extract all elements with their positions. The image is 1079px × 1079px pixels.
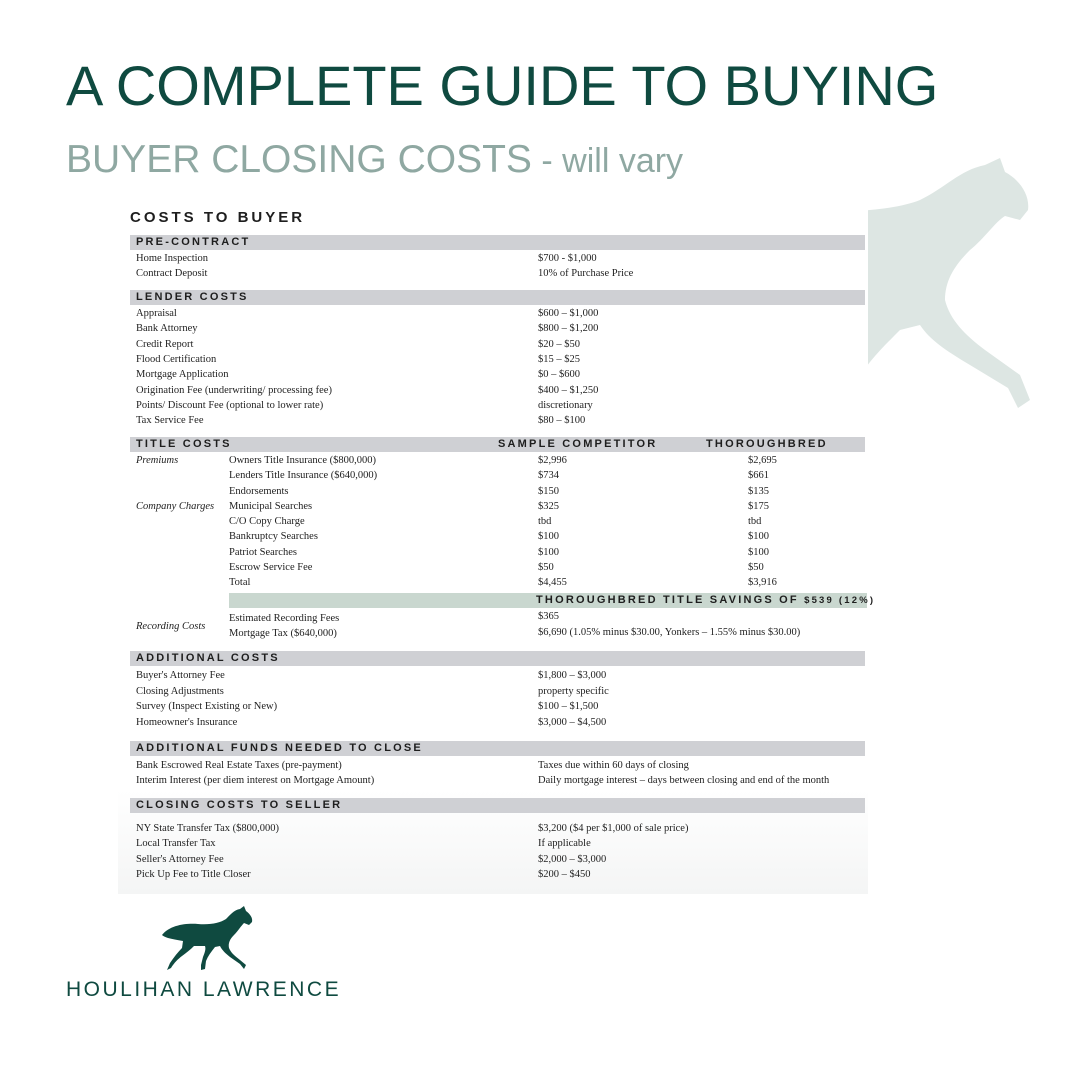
row-value: $800 – $1,200 bbox=[538, 323, 599, 334]
recording-row-value: $6,690 (1.05% minus $30.00, Yonkers – 1.55% minus $30.00) bbox=[538, 627, 801, 638]
title-row-thoroughbred: $100 bbox=[748, 531, 769, 542]
row-label: Bank Attorney bbox=[136, 323, 198, 334]
title-row-competitor: $150 bbox=[538, 486, 559, 497]
row-label: Home Inspection bbox=[136, 253, 209, 264]
row-label: Closing Adjustments bbox=[136, 686, 224, 697]
recording-row-value: $365 bbox=[538, 611, 559, 622]
row-value: $200 – $450 bbox=[538, 869, 591, 880]
title-row-label: Endorsements bbox=[229, 486, 289, 497]
row-value: $700 - $1,000 bbox=[538, 253, 597, 264]
title-row-competitor: $100 bbox=[538, 547, 559, 558]
row-value: property specific bbox=[538, 686, 609, 697]
row-value: $15 – $25 bbox=[538, 354, 580, 365]
column-header-competitor: SAMPLE COMPETITOR bbox=[498, 438, 658, 450]
row-value: $100 – $1,500 bbox=[538, 701, 599, 712]
group-label-company: Company Charges bbox=[136, 501, 215, 512]
title-row-thoroughbred: $100 bbox=[748, 547, 769, 558]
row-value: $20 – $50 bbox=[538, 339, 580, 350]
section-heading-funds: ADDITIONAL FUNDS NEEDED TO CLOSE bbox=[136, 742, 423, 754]
recording-row-label: Estimated Recording Fees bbox=[229, 613, 340, 624]
title-row-competitor: $325 bbox=[538, 501, 559, 512]
subtitle-tail: - will vary bbox=[531, 142, 684, 180]
row-label: NY State Transfer Tax ($800,000) bbox=[136, 823, 280, 834]
doc-title: COSTS TO BUYER bbox=[130, 209, 306, 226]
row-label: Points/ Discount Fee (optional to lower rate) bbox=[136, 400, 324, 411]
title-row-competitor: $2,996 bbox=[538, 455, 567, 466]
title-row-competitor: $4,455 bbox=[538, 577, 567, 588]
title-row-thoroughbred: $135 bbox=[748, 486, 769, 497]
row-label: Interim Interest (per diem interest on Mortgage Amount) bbox=[136, 775, 375, 786]
section-heading-lender: LENDER COSTS bbox=[136, 291, 249, 303]
row-label: Buyer's Attorney Fee bbox=[136, 670, 225, 681]
row-value: discretionary bbox=[538, 400, 593, 411]
row-value: $3,200 ($4 per $1,000 of sale price) bbox=[538, 823, 689, 834]
row-value: $600 – $1,000 bbox=[538, 308, 599, 319]
row-label: Origination Fee (underwriting/ processing fee) bbox=[136, 385, 332, 396]
row-label: Local Transfer Tax bbox=[136, 838, 216, 849]
row-label: Appraisal bbox=[136, 308, 177, 319]
title-row-label: Owners Title Insurance ($800,000) bbox=[229, 455, 376, 466]
row-label: Credit Report bbox=[136, 339, 194, 350]
section-heading-seller: CLOSING COSTS TO SELLER bbox=[136, 799, 343, 811]
row-value: $2,000 – $3,000 bbox=[538, 854, 607, 865]
row-value: $400 – $1,250 bbox=[538, 385, 599, 396]
title-row-label: Municipal Searches bbox=[229, 501, 313, 512]
row-label: Homeowner's Insurance bbox=[136, 717, 238, 728]
row-label: Bank Escrowed Real Estate Taxes (pre-payment) bbox=[136, 760, 342, 771]
section-heading-additional: ADDITIONAL COSTS bbox=[136, 652, 280, 664]
row-label: Pick Up Fee to Title Closer bbox=[136, 869, 251, 880]
title-row-label: Patriot Searches bbox=[229, 547, 297, 558]
title-row-thoroughbred: $661 bbox=[748, 470, 769, 481]
row-value: Daily mortgage interest – days between closing and end of the month bbox=[538, 775, 830, 786]
recording-row-label: Mortgage Tax ($640,000) bbox=[229, 628, 337, 639]
page-subtitle bbox=[66, 140, 683, 179]
title-row-thoroughbred: $175 bbox=[748, 501, 769, 512]
page-title: A COMPLETE GUIDE TO BUYING bbox=[66, 54, 939, 117]
group-label-recording: Recording Costs bbox=[136, 621, 206, 632]
title-row-competitor: $50 bbox=[538, 562, 554, 573]
section-heading-title: TITLE COSTS bbox=[136, 438, 232, 450]
row-value: $80 – $100 bbox=[538, 415, 586, 426]
title-row-thoroughbred: $3,916 bbox=[748, 577, 777, 588]
horse-logo-icon bbox=[160, 905, 256, 971]
subtitle-main: BUYER CLOSING COSTS bbox=[66, 138, 532, 181]
group-label-premiums: Premiums bbox=[136, 455, 179, 466]
savings-text: THOROUGHBRED TITLE SAVINGS OF bbox=[536, 594, 799, 606]
row-value: If applicable bbox=[538, 838, 591, 849]
row-label: Survey (Inspect Existing or New) bbox=[136, 701, 278, 712]
title-row-thoroughbred: tbd bbox=[748, 516, 762, 527]
column-header-thoroughbred: THOROUGHBRED bbox=[706, 438, 828, 450]
savings-amount: $539 (12%) bbox=[804, 595, 876, 606]
row-label: Seller's Attorney Fee bbox=[136, 854, 224, 865]
title-row-competitor: $734 bbox=[538, 470, 559, 481]
title-row-label: C/O Copy Charge bbox=[229, 516, 305, 527]
row-value: $0 – $600 bbox=[538, 369, 580, 380]
title-row-label: Total bbox=[229, 577, 251, 588]
row-value: $3,000 – $4,500 bbox=[538, 717, 607, 728]
savings-label bbox=[536, 593, 875, 608]
brand-name: HOULIHAN LAWRENCE bbox=[66, 978, 342, 1001]
title-row-thoroughbred: $50 bbox=[748, 562, 764, 573]
row-label: Mortgage Application bbox=[136, 369, 229, 380]
title-row-label: Bankruptcy Searches bbox=[229, 531, 318, 542]
section-heading-pre-contract: PRE-CONTRACT bbox=[136, 236, 251, 248]
row-label: Tax Service Fee bbox=[136, 415, 204, 426]
row-value: $1,800 – $3,000 bbox=[538, 670, 607, 681]
row-value: 10% of Purchase Price bbox=[538, 268, 634, 279]
title-row-label: Escrow Service Fee bbox=[229, 562, 313, 573]
title-row-thoroughbred: $2,695 bbox=[748, 455, 777, 466]
title-row-competitor: $100 bbox=[538, 531, 559, 542]
title-row-competitor: tbd bbox=[538, 516, 552, 527]
row-label: Contract Deposit bbox=[136, 268, 208, 279]
row-value: Taxes due within 60 days of closing bbox=[538, 760, 689, 771]
title-row-label: Lenders Title Insurance ($640,000) bbox=[229, 470, 378, 481]
row-label: Flood Certification bbox=[136, 354, 217, 365]
